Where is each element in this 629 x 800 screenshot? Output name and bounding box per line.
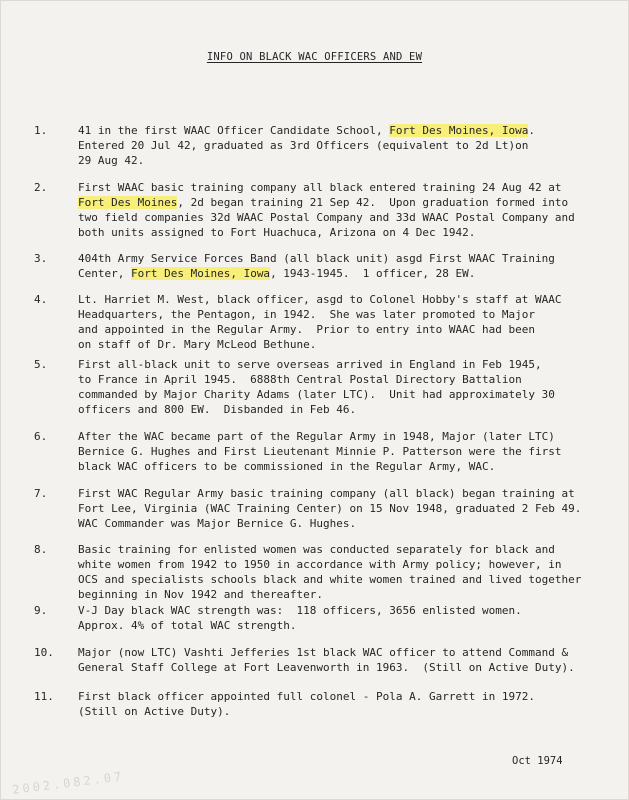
item-line bbox=[78, 337, 608, 352]
item-number: 2. bbox=[34, 181, 48, 194]
item-number: 1. bbox=[34, 124, 48, 137]
line-text: , 2d began training 21 Sep 42. Upon graduation formed into bbox=[177, 196, 569, 209]
item-line bbox=[78, 210, 608, 225]
item-text bbox=[78, 357, 608, 417]
line-text: Approx. 4% of total WAC strength. bbox=[78, 619, 297, 632]
item-line bbox=[78, 225, 608, 240]
line-text: WAC Commander was Major Bernice G. Hughes. bbox=[78, 517, 357, 530]
item-line bbox=[78, 429, 608, 444]
line-text: Major (now LTC) Vashti Jefferies 1st black WAC officer to attend Command & bbox=[78, 646, 569, 659]
item-number: 4. bbox=[34, 293, 48, 306]
item-text bbox=[78, 429, 608, 474]
line-text: (Still on Active Duty). bbox=[78, 705, 231, 718]
item-number: 3. bbox=[34, 252, 48, 265]
item-line bbox=[78, 387, 608, 402]
item-line bbox=[78, 486, 608, 501]
item-line bbox=[78, 153, 608, 168]
line-text: 404th Army Service Forces Band (all black unit) asgd First WAAC Training bbox=[78, 252, 555, 265]
item-text bbox=[78, 486, 608, 531]
line-text: , 1943-1945. 1 officer, 28 EW. bbox=[270, 267, 476, 280]
item-line bbox=[78, 357, 608, 372]
line-text: both units assigned to Fort Huachuca, Arizona on 4 Dec 1942. bbox=[78, 226, 476, 239]
line-text: Headquarters, the Pentagon, in 1942. She was later promoted to Major bbox=[78, 308, 535, 321]
item-line bbox=[78, 572, 608, 587]
item-line bbox=[78, 138, 608, 153]
highlighted-text: Fort Des Moines, Iowa bbox=[130, 267, 271, 280]
item-line bbox=[78, 645, 608, 660]
line-text: to France in April 1945. 6888th Central Postal Directory Battalion bbox=[78, 373, 522, 386]
line-text: Bernice G. Hughes and First Lieutenant Minnie P. Patterson were the first bbox=[78, 445, 562, 458]
line-text: V-J Day black WAC strength was: 118 officers, 3656 enlisted women. bbox=[78, 604, 522, 617]
item-line bbox=[78, 123, 608, 138]
item-number: 8. bbox=[34, 543, 48, 556]
line-text: on staff of Dr. Mary McLeod Bethune. bbox=[78, 338, 317, 351]
item-line bbox=[78, 516, 608, 531]
item-line bbox=[78, 704, 608, 719]
item-line bbox=[78, 266, 608, 281]
line-text: First black officer appointed full colonel - Pola A. Garrett in 1972. bbox=[78, 690, 535, 703]
item-line bbox=[78, 459, 608, 474]
item-number: 6. bbox=[34, 430, 48, 443]
item-line bbox=[78, 501, 608, 516]
item-line bbox=[78, 292, 608, 307]
line-text: 29 Aug 42. bbox=[78, 154, 145, 167]
item-number: 5. bbox=[34, 358, 48, 371]
line-text: officers and 800 EW. Disbanded in Feb 46. bbox=[78, 403, 357, 416]
item-line bbox=[78, 251, 608, 266]
line-text: 41 in the first WAAC Officer Candidate School, bbox=[78, 124, 390, 137]
item-line bbox=[78, 618, 608, 633]
document-date: Oct 1974 bbox=[512, 755, 563, 767]
item-number: 9. bbox=[34, 604, 48, 617]
line-text: . bbox=[528, 124, 535, 137]
item-text bbox=[78, 689, 608, 719]
line-text: commanded by Major Charity Adams (later LTC). Unit had approximately 30 bbox=[78, 388, 555, 401]
highlighted-text: Fort Des Moines, Iowa bbox=[389, 124, 529, 137]
line-text: First WAAC basic training company all black entered training 24 Aug 42 at bbox=[78, 181, 562, 194]
line-text: First all-black unit to serve overseas arrived in England in Feb 1945, bbox=[78, 358, 542, 371]
item-text bbox=[78, 603, 608, 633]
item-line bbox=[78, 660, 608, 675]
line-text: After the WAC became part of the Regular Army in 1948, Major (later LTC) bbox=[78, 430, 555, 443]
item-line bbox=[78, 372, 608, 387]
item-line bbox=[78, 322, 608, 337]
item-line bbox=[78, 195, 608, 210]
item-text bbox=[78, 123, 608, 168]
item-line bbox=[78, 557, 608, 572]
item-line bbox=[78, 603, 608, 618]
item-line bbox=[78, 587, 608, 602]
highlighted-text: Fort Des Moines bbox=[78, 196, 178, 209]
item-text bbox=[78, 542, 608, 602]
line-text: General Staff College at Fort Leavenworth in 1963. (Still on Active Duty). bbox=[78, 661, 575, 674]
line-text: Entered 20 Jul 42, graduated as 3rd Officers (equivalent to 2d Lt)on bbox=[78, 139, 529, 152]
item-line bbox=[78, 444, 608, 459]
item-number: 7. bbox=[34, 487, 48, 500]
line-text: two field companies 32d WAAC Postal Company and 33d WAAC Postal Company and bbox=[78, 211, 575, 224]
line-text: OCS and specialists schools black and white women trained and lived together bbox=[78, 573, 582, 586]
item-number: 11. bbox=[34, 690, 54, 703]
faint-stamp: 2002.082.07 bbox=[11, 769, 125, 797]
line-text: Basic training for enlisted women was conducted separately for black and bbox=[78, 543, 555, 556]
document-title: INFO ON BLACK WAC OFFICERS AND EW bbox=[206, 51, 423, 63]
item-text bbox=[78, 251, 608, 281]
line-text: beginning in Nov 1942 and thereafter. bbox=[78, 588, 324, 601]
line-text: and appointed in the Regular Army. Prior to entry into WAAC had been bbox=[78, 323, 535, 336]
item-text bbox=[78, 645, 608, 675]
item-line bbox=[78, 402, 608, 417]
item-number: 10. bbox=[34, 646, 54, 659]
line-text: Fort Lee, Virginia (WAC Training Center) on 15 Nov 1948, graduated 2 Feb 49. bbox=[78, 502, 582, 515]
line-text: First WAC Regular Army basic training company (all black) began training at bbox=[78, 487, 575, 500]
line-text: black WAC officers to be commissioned in the Regular Army, WAC. bbox=[78, 460, 496, 473]
item-line bbox=[78, 689, 608, 704]
line-text: Lt. Harriet M. West, black officer, asgd to Colonel Hobby's staff at WAAC bbox=[78, 293, 562, 306]
line-text: white women from 1942 to 1950 in accordance with Army policy; however, in bbox=[78, 558, 562, 571]
item-line bbox=[78, 542, 608, 557]
line-text: Center, bbox=[78, 267, 131, 280]
item-text bbox=[78, 292, 608, 352]
item-text bbox=[78, 180, 608, 240]
item-line bbox=[78, 180, 608, 195]
item-line bbox=[78, 307, 608, 322]
